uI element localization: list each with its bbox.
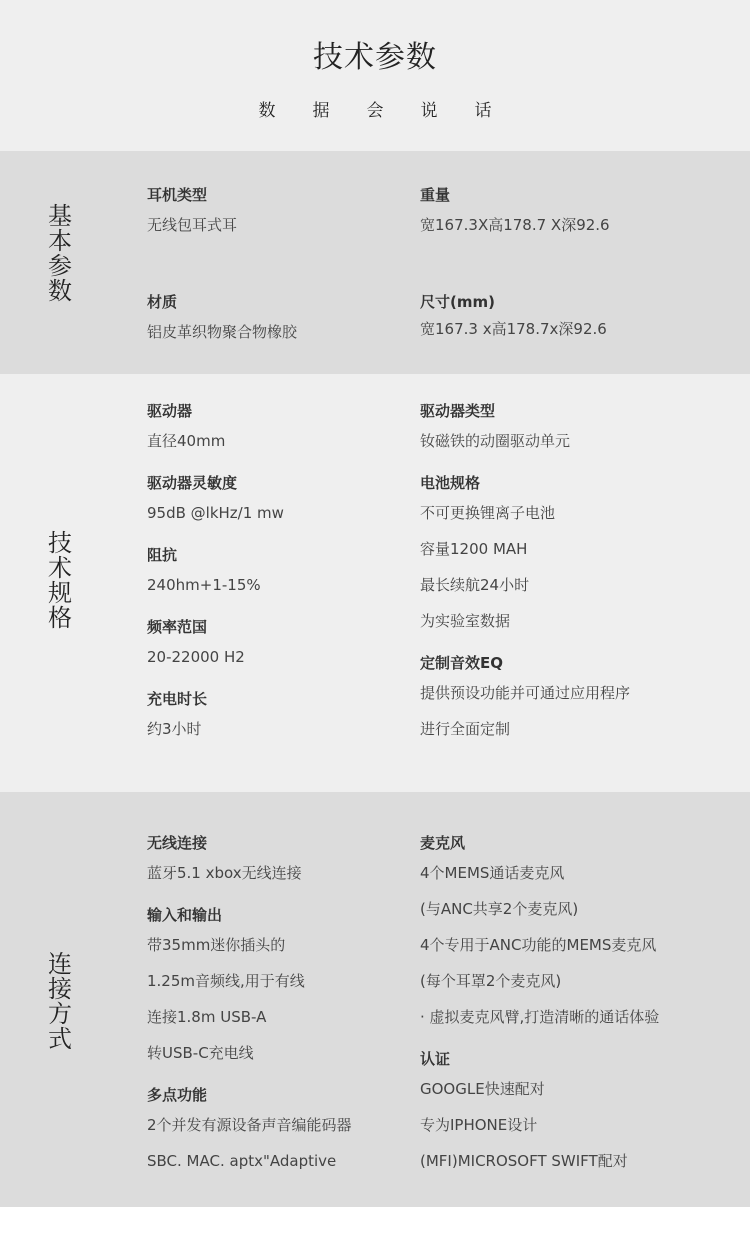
- spec-value: 1.25m音频线,用于有线: [147, 972, 305, 990]
- spec-value: · 虚拟麦克风臂,打造清晰的通话体验: [420, 1008, 660, 1026]
- spec-value: GOOGLE快速配对: [420, 1080, 545, 1098]
- spec-value: 4个MEMS通话麦克风: [420, 864, 565, 882]
- spec-value: 容量1200 MAH: [420, 540, 528, 558]
- spec-heading: 驱动器灵敏度: [147, 474, 238, 492]
- spec-value: 进行全面定制: [420, 720, 511, 738]
- spec-value: 无线包耳式耳: [147, 216, 238, 234]
- page-title: 技术参数: [313, 40, 437, 75]
- spec-value: 95dB @lkHz/1 mw: [147, 504, 284, 522]
- spec-heading: 频率范国: [147, 618, 208, 636]
- spec-value: 专为IPHONE设计: [420, 1116, 538, 1134]
- spec-heading: 尺寸(mm): [420, 293, 495, 311]
- spec-heading: 驱动器类型: [420, 402, 496, 420]
- spec-value: 转USB-C充电线: [147, 1044, 254, 1062]
- spec-heading: 定制音效EQ: [420, 654, 503, 672]
- spec-value: 直径40mm: [147, 432, 226, 450]
- section-label: 基本参数: [48, 202, 72, 305]
- spec-heading: 电池规格: [420, 474, 481, 492]
- spec-heading: 认证: [420, 1050, 451, 1068]
- spec-heading: 多点功能: [147, 1086, 208, 1104]
- spec-heading: 重量: [420, 186, 451, 204]
- page-header: [0, 0, 750, 151]
- spec-value: 宽167.3X高178.7 X深92.6: [420, 216, 610, 234]
- page-subtitle: 数据会说话: [258, 101, 529, 121]
- spec-value: 2个并发有源设备声音编能码器: [147, 1116, 352, 1134]
- spec-value: (与ANC共享2个麦克风): [420, 900, 579, 918]
- spec-value: 4个专用于ANC功能的MEMS麦克风: [420, 936, 657, 954]
- spec-heading: 驱动器: [147, 402, 193, 420]
- spec-heading: 输入和输出: [147, 906, 223, 924]
- spec-value: 提供预设功能并可通过应用程序: [420, 684, 631, 702]
- spec-heading: 无线连接: [147, 834, 208, 852]
- spec-heading: 麦克风: [420, 834, 466, 852]
- section-label: 连接方式: [48, 950, 72, 1053]
- spec-value: 蓝牙5.1 xbox无线连接: [147, 864, 302, 882]
- section-tech-specs: [0, 374, 750, 792]
- spec-heading: 材质: [147, 293, 178, 311]
- spec-value: 不可更换锂离子电池: [420, 504, 556, 522]
- spec-value: 最长续航24小时: [420, 576, 530, 594]
- spec-heading: 阻抗: [147, 546, 178, 564]
- spec-value: SBC. MAC. aptx"Adaptive: [147, 1152, 337, 1170]
- spec-heading: 充电时长: [147, 690, 208, 708]
- spec-value: 为实验室数据: [420, 612, 511, 630]
- spec-value: 连接1.8m USB-A: [147, 1008, 267, 1026]
- spec-heading: 耳机类型: [147, 186, 208, 204]
- spec-value: 20-22000 H2: [147, 648, 245, 666]
- section-basic-params: [0, 151, 750, 374]
- spec-value: (MFI)MICROSOFT SWIFT配对: [420, 1152, 628, 1170]
- section-connectivity: [0, 792, 750, 1207]
- section-label: 技术规格: [48, 529, 72, 632]
- spec-value: 带35mm迷你插头的: [147, 936, 286, 954]
- spec-value: 约3小时: [147, 720, 202, 738]
- spec-value: 240hm+1-15%: [147, 576, 261, 594]
- spec-value: (每个耳罩2个麦克风): [420, 972, 562, 990]
- spec-value: 宽167.3 x高178.7x深92.6: [420, 320, 607, 338]
- spec-value: 钕磁铁的动圈驱动单元: [420, 432, 571, 450]
- spec-value: 铝皮革织物聚合物橡胶: [147, 323, 298, 341]
